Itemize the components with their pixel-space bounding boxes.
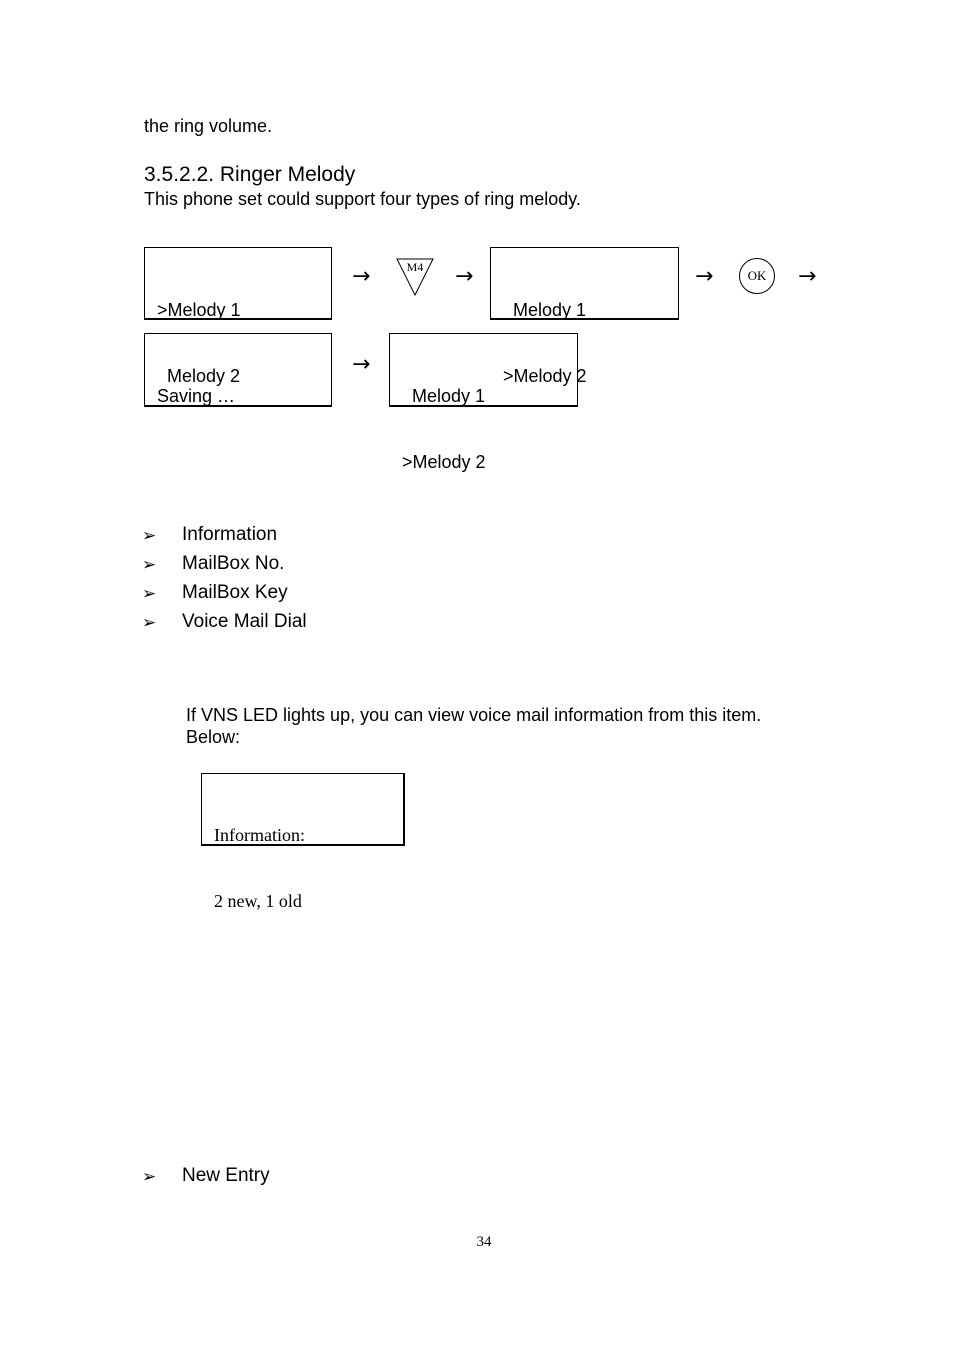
flow-arrow: → — [352, 352, 371, 377]
lcd-line: Saving … — [157, 386, 236, 406]
info-paragraph-line-1: If VNS LED lights up, you can view voice mail information from this item. — [186, 705, 762, 725]
lcd-line: Melody 2 — [157, 366, 241, 386]
bullet-arrow-icon: ➢ — [142, 613, 157, 633]
lcd-screen-saving — [144, 333, 332, 407]
bullet-arrow-icon: ➢ — [142, 1167, 157, 1187]
lcd-screen-melody-2-selected — [490, 247, 679, 386]
lcd-line: >Melody 2 — [503, 366, 587, 386]
list-item-voice-mail-dial: Voice Mail Dial — [182, 611, 307, 632]
lcd-line: 2 new, 1 old — [214, 891, 302, 911]
list-item-information: Information — [182, 524, 278, 545]
flow-arrow: → — [352, 264, 371, 289]
lcd-line: >Melody 1 — [157, 300, 241, 320]
bullet-arrow-icon: ➢ — [142, 526, 157, 546]
lcd-line: >Melody 2 — [402, 452, 486, 472]
page-number: 34 — [476, 1234, 492, 1250]
lcd-screen-melody-1-selected — [144, 247, 332, 386]
lcd-line: Information: — [214, 825, 305, 845]
section-description: This phone set could support four types of ring melody. — [144, 189, 581, 209]
list-item-mailbox-key: MailBox Key — [182, 582, 288, 603]
flow-arrow: → — [798, 264, 817, 289]
list-item-new-entry: New Entry — [182, 1165, 270, 1186]
intro-text: the ring volume. — [144, 116, 273, 136]
lcd-screen-information — [201, 773, 405, 911]
bullet-arrow-icon: ➢ — [142, 555, 157, 575]
section-heading: 3.5.2.2. Ringer Melody — [144, 163, 356, 186]
list-item-mailbox-no: MailBox No. — [182, 553, 285, 574]
ok-key-icon: OK — [739, 258, 775, 294]
flow-arrow: → — [695, 264, 714, 289]
flow-arrow: → — [455, 264, 474, 289]
m4-key-icon — [396, 258, 434, 296]
lcd-line: Melody 1 — [402, 386, 486, 406]
m4-key-label: M4 — [406, 260, 424, 274]
bullet-arrow-icon: ➢ — [142, 584, 157, 604]
lcd-line: Melody 1 — [503, 300, 587, 320]
lcd-screen-melody-saved — [389, 333, 578, 472]
info-paragraph-line-2: Below: — [186, 727, 241, 747]
